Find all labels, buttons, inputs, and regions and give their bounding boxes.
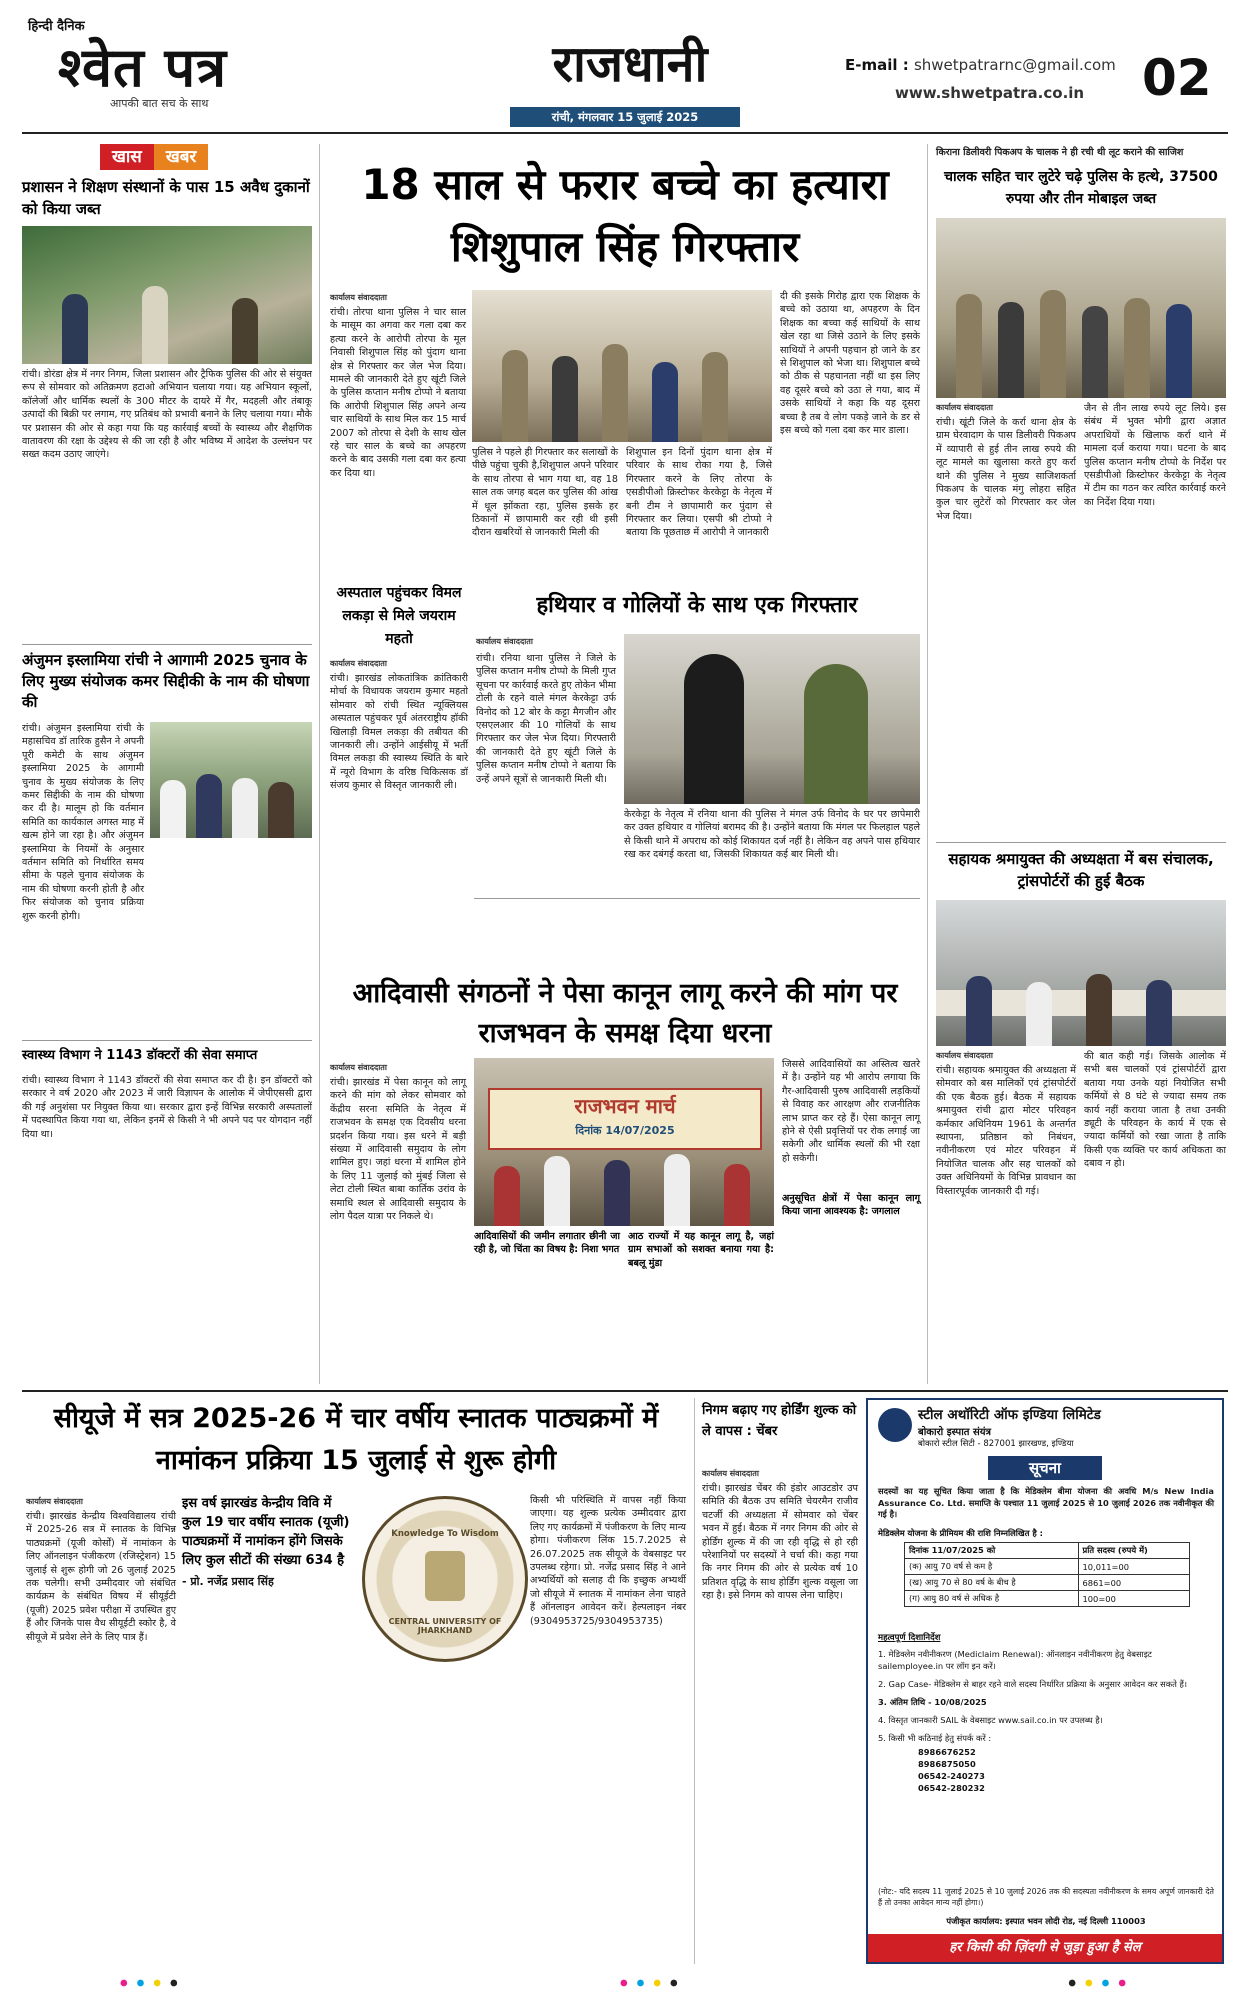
adivasi-body-mid bbox=[474, 1268, 620, 1376]
nigam-body: रांची। झारखंड चेंबर की इंडोर आउटडोर उप समिति की बैठक उप समिति चेयरमैन राजीव चटर्जी की अध्यक्षता में सोमवार को चेंबर भवन में हुई। बैठक में नगर निगम की ओर से होर्डिंग शुल्क में की जा रही वृद्धि से हो रही परेशानियों पर सदस्यों ने चर्चा की। कहा गया कि नगर निगम की ओर से प्रत्येक वर्ष 10 प्रतिशत वृद्धि के साथ होर्डिंग शुल्क वसूला जा रहा है। इसे निगम को वापस लेना चाहिए। bbox=[702, 1483, 858, 1602]
adivasi-banner-date: दिनांक 14/07/2025 bbox=[575, 1124, 675, 1137]
khas-label: खास bbox=[100, 144, 154, 170]
hathiyar-byline: कार्यालय संवाददाता bbox=[476, 637, 533, 646]
sail-office: पंजीकृत कार्यालय: इस्पात भवन लोदी रोड, नई दिल्ली 110003 bbox=[946, 1916, 1146, 1926]
sail-table-cell: (ख) आयु 70 से 80 वर्ष के बीच है bbox=[905, 1575, 1079, 1591]
adivasi-byline: कार्यालय संवाददाता bbox=[330, 1063, 387, 1072]
sail-table-row bbox=[905, 1559, 1190, 1575]
lead-caption-a: पुलिस ने पहले ही गिरफ्तार कर सलाखों के पीछे पहुंचा चुकी है,शिशुपाल अपने परिवार के साथ तोरपा से भाग गया था, वह 18 साल तक जगह बदल कर पुलिस की आंख में धूल झोंकता रहा, पुलिस इसके हर ठिकानों में छापामारी कर रही थी इसी दौरान खबरियों से जानकारी मिली की bbox=[472, 447, 618, 539]
anjuman-body-cont bbox=[22, 842, 312, 1032]
sail-point: 4. विस्तृत जानकारी SAIL के वेबसाइट www.sail.co.in पर उपलब्ध है। bbox=[878, 1715, 1103, 1725]
sail-point: 2. Gap Case- मेडिक्लेम से बाहर रहने वाले सदस्य निर्धारित प्रक्रिया के अनुसार आवेदन कर सकते हैं। bbox=[878, 1679, 1188, 1689]
chalak-body-b: जैन से तीन लाख रुपये लूट लिये। इस संबंध में भुक्त भोगी द्वारा अज्ञात अपराधियों के खिलाफ कर्रा थाने में मामला दर्ज कराया गया। घटना के बाद पुलिस कप्तान मनीष टोप्पो के निर्देश पर एसडीपीओ क्रिस्टोफर केरकेट्टा के नेतृत्व में टीम का गठन कर त्वरित कार्रवाई करने का निर्देश दिया गया। bbox=[1084, 403, 1226, 508]
adivasi-banner-title: राजभवन मार्च bbox=[574, 1094, 676, 1118]
cuj-body-b: किसी भी परिस्थिति में वापस नहीं किया जाएगा। यह शुल्क प्रत्येक उम्मीदवार द्वारा लिए गए कार्यक्रमों में पंजीकरण के लिए मान्य होगा। पंजीकरण लिंक 15.7.2025 से 26.07.2025 तक सीयूजे के वेबसाइट पर उपलब्ध रहेगा। प्रो. नर्जेद्र प्रसाद सिंह ने आने अभ्यर्थियों को सलाह दी कि इच्छुक अभ्यर्थी जो सीयूजे में स्नातक में नामांकन लेना चाहते हैं ऑनलाइन आवेदन करें। हेल्पलाइन नंबर (9304953725/9304953735) bbox=[530, 1495, 686, 1627]
adivasi-photo bbox=[474, 1058, 774, 1226]
email-line bbox=[845, 56, 1116, 74]
cuj-headline: सीयूजे में सत्र 2025-26 में चार वर्षीय स्नातक पाठ्यक्रमों में नामांकन प्रक्रिया 15 जुलाई से शुरू होगी bbox=[53, 1403, 659, 1476]
sail-phone[interactable]: 06542-280232 bbox=[918, 1783, 985, 1793]
cuj-body-seal bbox=[362, 1664, 522, 1962]
sail-org-sub: बोकारो इस्पात संयंत्र bbox=[918, 1427, 992, 1438]
sail-table-cell: 100=00 bbox=[1078, 1591, 1190, 1607]
sail-slogan: हर किसी की ज़िंदगी से जुड़ा हुआ है सेल bbox=[949, 1940, 1141, 1955]
lead-byline: कार्यालय संवाददाता bbox=[330, 293, 387, 302]
email-label: E-mail : bbox=[845, 56, 909, 74]
cuj-pullquote-by: - प्रो. नर्जेद्र प्रसाद सिंह bbox=[182, 1575, 274, 1588]
shram-photo bbox=[936, 900, 1226, 1046]
sail-footnote: (नोट:- यदि सदस्य 11 जुलाई 2025 से 10 जुलाई 2026 तक की सदस्यता नवीनीकरण के समय अपूर्ण जानकारी देते हैं तो उनका आवेदन मान्य नहीं होगा।) bbox=[878, 1887, 1214, 1907]
lead-body-b: दी की इसके गिरोह द्वारा एक शिक्षक के बच्चे को उठाया था, अपहरण के दिन शिक्षक का बच्चा कई साथियों के साथ खेल रहा था जिसे उठाने के लिए इसके साथियों ने अपनी पहचान हो जाने के डर से शिशुपाल को भेजा था। शिशुपाल बच्चे को ठीक से पहचानता नहीं था इस लिए वह दूसरे बच्चे को उठा ले गया, बाद में उसके साथियों ने कहा कि यह दूसरा बच्चा है तब वे लोग पकड़े जाने के डर से इस बच्चे को गला दबा कर मार डाला। bbox=[780, 291, 920, 437]
sail-logo bbox=[878, 1408, 912, 1442]
cuj-body-mid bbox=[182, 1660, 350, 1962]
sail-table-caption: मेडिक्लेम योजना के प्रीमियम की राशि निम्नलिखित है : bbox=[878, 1528, 1043, 1538]
khabar-label: खबर bbox=[154, 144, 209, 170]
adivasi-body-c bbox=[782, 1234, 920, 1376]
section-title: राजधानी bbox=[552, 35, 708, 93]
adivasi-sub-a: अनुसूचित क्षेत्रों में पेसा कानून लागू किया जाना आवश्यक है: जगलाल bbox=[782, 1193, 920, 1218]
vimal-byline: कार्यालय संवाददाता bbox=[330, 659, 387, 668]
adivasi-sub-b: आठ राज्यों में यह कानून लागू है, जहां ग्राम सभाओं को सशक्त बनाया गया है: बबलू मुंडा bbox=[628, 1231, 774, 1269]
vimal-headline: अस्पताल पहुंचकर विमल लकड़ा से मिले जयराम महतो bbox=[336, 585, 462, 647]
anjuman-body: रांची। अंजुमन इस्लामिया रांची के महासचिव डॉ तारिक हुसैन ने अपनी पूरी कमेटी के साथ अंजुमन इस्लामिया 2025 के आगामी चुनाव के मुख्य संयोजक के लिए कमर सिद्दीकी के नाम की घोषणा कर दी है। मालूम हो कि वर्तमान समिति का कार्यकाल अगस्त माह में खत्म होने जा रहा है। और अंजुमन इस्लामिया के नियमों के अनुसार वर्तमान समिति को निर्धारित समय सीमा के पहले चुनाव संयोजक के नाम की घोषणा करनी होती है और फिर संयोजक को चुनाव प्रक्रिया शुरू करनी होगी। bbox=[22, 723, 144, 922]
nigam-headline: निगम बढ़ाए गए होर्डिंग शुल्क को ले वापस : चेंबर bbox=[702, 1403, 857, 1439]
sail-point: 3. अंतिम तिथि - 10/08/2025 bbox=[878, 1697, 987, 1707]
page-number: 02 bbox=[1142, 49, 1212, 107]
website-link[interactable]: www.shwetpatra.co.in bbox=[895, 84, 1085, 102]
sail-table-cell: 6861=00 bbox=[1078, 1575, 1190, 1591]
adivasi-body-b: जिससे आदिवासियों का अस्तित्व खतरे में है। उन्होंने यह भी आरोप लगाया कि गैर-आदिवासी पुरुष आदिवासी लड़कियों से विवाह कर आरक्षण और राजनीतिक लाभ प्राप्त कर रहे हैं। ऐसा कानून लागू होने से ऐसी प्रवृत्तियों पर रोक लगाई जा सकेगी और धार्मिक स्थलों की भी रक्षा हो सकेगी। bbox=[782, 1059, 920, 1164]
shram-byline: कार्यालय संवाददाता bbox=[936, 1051, 993, 1060]
sail-intro: सदस्यों का यह सूचित किया जाता है कि मेडिक्लेम बीमा योजना की अवधि M/s New India Assurance Co. Ltd. समाप्ति के पश्चात 11 जुलाई 2025 से 10 जुलाई 2026 तक नवीनीकृत की गई है। bbox=[878, 1486, 1214, 1519]
cuj-seal-text: CENTRAL UNIVERSITY OF JHARKHAND bbox=[388, 1617, 502, 1635]
masthead-tagline: आपकी बात सच के साथ bbox=[110, 97, 209, 110]
cuj-seal-emblem bbox=[425, 1551, 465, 1601]
masthead-brand: श्वेत पत्र bbox=[58, 36, 228, 99]
cuj-seal-motto: Knowledge To Wisdom bbox=[391, 1529, 499, 1539]
shram-body-b: की बात कही गई। जिसके आलोक में सभी बस चालकों एवं ट्रांसपोर्टरों द्वारा बताया गया उनके यहां नियोजित सभी कर्मियों से 8 घंटे से ज्यादा समय तक कार्य नहीं कराया जाता है तथा उनकी ड्यूटी के परिवहन के कार्य में एक से ज्यादा कर्मियों को रखा जाता है ताकि किसी एक व्यक्ति पर कार्य अधिकता का दबाव न हो। bbox=[1084, 1051, 1226, 1170]
sail-table-row bbox=[905, 1575, 1190, 1591]
sail-point: 5. किसी भी कठिनाई हेतु संपर्क करें : bbox=[878, 1733, 992, 1743]
shram-body-a: रांची। सहायक श्रमायुक्त की अध्यक्षता में सोमवार को बस मालिकों एवं ट्रांसपोर्टरों की एक बैठक हुई। बैठक में सहायक श्रमायुक्त रांची द्वारा मोटर परिवहन कर्मकार अधिनियम 1961 के अन्तर्गत स्थापना, प्रतिष्ठान को निबंधन, नवीनीकरण एवं मोटर परिवहन में नियोजित चालक और सह चालकों को उक्त अधिनियमों के विभिन्न प्रावधान का विस्तारपूर्वक जानकारी दी गई। bbox=[936, 1065, 1076, 1197]
sail-table-row bbox=[905, 1591, 1190, 1607]
email-address[interactable]: shwetpatrarnc@gmail.com bbox=[913, 56, 1116, 74]
prashasan-headline: प्रशासन ने शिक्षण संस्थानों के पास 15 अवैध दुकानों को किया जब्त bbox=[22, 178, 310, 218]
anjuman-photo bbox=[150, 722, 312, 838]
chalak-kicker: किराना डिलीवरी पिकअप के चालक ने ही रची थी लूट कराने की साजिश bbox=[936, 147, 1184, 158]
registration-marks bbox=[14, 1978, 1232, 1988]
sail-org: स्टील अथॉरिटी ऑफ इण्डिया लिमिटेड bbox=[918, 1407, 1101, 1423]
swasthya-headline: स्वास्थ्य विभाग ने 1143 डॉक्टरों की सेवा समाप्त bbox=[22, 1048, 258, 1063]
chalak-photo bbox=[936, 218, 1226, 398]
adivasi-body-a: रांची। झारखंड में पेसा कानून को लागू करने की मांग को लेकर सोमवार को केंद्रीय सरना समिति के नेतृत्व में राजभवन के समक्ष एक दिवसीय धरना प्रदर्शन किया गया। इस धरने में बड़ी संख्या में आदिवासी समुदाय के लोग शामिल हुए। जहां धरना में शामिल होने के लिए 11 जुलाई को मुंबई जिला से लेटा टोली स्थित बाबा कार्तिक उरांव के समाधि स्थल से आदिवासी समुदाय के लोग पैदल यात्रा पर निकले थे। bbox=[330, 1077, 466, 1223]
sail-table-head-0: दिनांक 11/07/2025 को bbox=[905, 1543, 1079, 1559]
cuj-body-a: रांची। झारखंड केन्द्रीय विश्वविद्यालय रांची में 2025-26 सत्र में स्नातक के विभिन्न पाठ्यक्रमों (यूजी कोर्सों) में नामांकन के लिए ऑनलाइन पंजीकरण (रजिस्ट्रेशन) 15 जुलाई से शुरू होगी जो 26 जुलाई 2025 तक चलेगी। सभी उम्मीदवार जो संबंधित कार्यक्रम के संबंधित विषय में सीयूईटी (यूजी) 2025 प्रवेश परीक्षा में उपस्थित हुए हैं और जिनके पास वैध सीयूईटी स्कोर है, वे सीयूजे में प्रवेश लेने के लिए पात्र हैं। bbox=[26, 1511, 176, 1643]
sail-phone[interactable]: 06542-240273 bbox=[918, 1771, 985, 1781]
sail-notice: सूचना bbox=[988, 1456, 1102, 1480]
sail-footer-bar bbox=[868, 1934, 1222, 1962]
cuj-pullquote bbox=[182, 1494, 350, 1654]
masthead-kicker: हिन्दी दैनिक bbox=[28, 19, 85, 34]
hathiyar-headline: हथियार व गोलियों के साथ एक गिरफ्तार bbox=[536, 593, 858, 618]
hathiyar-photo bbox=[624, 634, 920, 804]
adivasi-banner bbox=[488, 1088, 762, 1150]
chalak-byline: कार्यालय संवाददाता bbox=[936, 403, 993, 412]
dateline: रांची, मंगलवार 15 जुलाई 2025 bbox=[551, 110, 699, 124]
sail-org-addr: बोकारो स्टील सिटी - 827001 झारखण्ड, इण्डिया bbox=[918, 1439, 1074, 1449]
lead-photo bbox=[472, 290, 772, 442]
sail-points-title: महत्वपूर्ण दिशानिर्देश bbox=[878, 1633, 941, 1643]
sail-premium-table bbox=[904, 1542, 1190, 1607]
masthead-rule bbox=[22, 132, 1228, 134]
cuj-byline: कार्यालय संवाददाता bbox=[26, 1497, 83, 1506]
hathiyar-body: रांची। रनिया थाना पुलिस ने जिले के पुलिस कप्तान मनीष टोप्पो के मिली गुप्त सूचना पर कार्रवाई करते हुए तोकेन भीमा टोली के रहने वाले मंगल केरकेट्टा उर्फ विनोद को 12 बोर के कट्टा मैगजीन और एसएलआर की 10 गोलियों के साथ गिरफ्तार कर जेल भेज दिया। गिरफ्तारी की जानकारी देते हुए खूंटी जिले के पुलिस कप्तान मनीष टोप्पो ने बताया कि उन्हें अपने सूत्रों से जानकारी मिली थी। bbox=[476, 653, 616, 785]
sail-phone[interactable]: 8986875050 bbox=[918, 1759, 976, 1769]
vimal-body: रांची। झारखंड लोकतांत्रिक क्रांतिकारी मोर्चा के विधायक जयराम कुमार महतो सोमवार को रांची स्थित न्यूक्लियस अस्पताल पहुंचकर पूर्व अंतरराष्ट्रीय हॉकी खिलाड़ी विमल लकड़ा की तबीयत की जानकारी ली। उन्होंने आईसीयू में भर्ती विमल लकड़ा की स्वास्थ्य स्थिति के बारे में न्यूरो विभाग के वरिष्ठ चिकित्सक डॉ संजय कुमार से विस्तृत जानकारी ली। bbox=[330, 673, 468, 792]
dateline-bar bbox=[510, 107, 740, 127]
swasthya-body: रांची। स्वास्थ्य विभाग ने 1143 डॉक्टरों की सेवा समाप्त कर दी है। इन डॉक्टरों को सरकार ने वर्ष 2020 और 2023 में जारी विज्ञापन के आलोक में जेपीएससी द्वारा की गई अनुशंसा पर नियुक्त किया था। सरकार द्वारा इन्हें विभिन्न सरकारी अस्पतालों में पदस्थापित किया गया था, लेकिन इनमें से किसी ने भी अपने पद पर योगदान नहीं दिया था। bbox=[22, 1075, 312, 1140]
cuj-pullquote-text: इस वर्ष झारखंड केन्द्रीय विवि में कुल 19 चार वर्षीय स्नातक (यूजी) पाठ्यक्रमों में नामांकन होंगे जिसके लिए कुल सीटों की संख्या 634 है bbox=[182, 1496, 350, 1568]
sail-phone[interactable]: 8986676252 bbox=[918, 1747, 976, 1757]
sail-point: 1. मेडिक्लेम नवीनीकरण (Mediclaim Renewal): ऑनलाइन नवीनीकरण हेतु वेबसाइट sailemployee.in पर लॉग इन करें। bbox=[878, 1649, 1152, 1671]
lead-caption-b: शिशुपाल इन दिनों पुंदाग थाना क्षेत्र में परिवार के साथ रोका गया है, जिसे गिरफ्तार करने के लिए तोरपा के एसडीपीओ क्रिस्टोफर केरकेट्टा के नेतृत्व में बनी टीम ने छापामारी कर पुंदाग से गिरफ्तार कर लिया। एसपी श्री टोप्पो ने बताया कि पूछताछ में आरोपी ने जानकारी bbox=[626, 447, 772, 539]
adivasi-body-right bbox=[628, 1286, 774, 1376]
cuj-seal bbox=[362, 1496, 528, 1662]
sail-table-cell: (क) आयु 70 वर्ष से कम है bbox=[905, 1559, 1079, 1575]
hathiyar-body-b: केरकेट्टा के नेतृत्व में रनिया थाना की पुलिस ने मंगल उर्फ विनोद के घर पर छापेमारी कर उक्त हथियार व गोलियां बरामद की है। उन्होंने बताया कि मंगल पर फिलहाल पहले से किसी थाने में अपराध को कोई शिकायत दर्ज नहीं है। लेकिन वह अपने पास हथियार रख कर दबंगई करता था, जिसकी शिकायत कई बार मिली थी। bbox=[624, 809, 920, 861]
sail-table-head-1: प्रति सदस्य (रुपये में) bbox=[1078, 1543, 1190, 1559]
shram-headline: सहायक श्रमायुक्त की अध्यक्षता में बस संचालक, ट्रांसपोर्टरों की हुई बैठक bbox=[948, 850, 1214, 890]
sail-points bbox=[878, 1648, 1214, 1794]
prashasan-body: रांची। डोरंडा क्षेत्र में नगर निगम, जिला प्रशासन और ट्रैफिक पुलिस की ओर से संयुक्त रूप से सोमवार को अतिक्रमण हटाओ अभियान चलाया गया। यह अभियान स्कूलों, कॉलेजों और धार्मिक स्थलों के 300 मीटर के दायरे में गैर, मदहली और तंबाकू उत्पादों की बिक्री पर लगाम, गए प्रतिबंध को प्रभावी बनाने के लिए चलाया गया। मौके पर प्रशासन की ओर से कहा गया कि यह कार्रवाई बच्चों के स्वास्थ्य और शैक्षणिक वातावरण की रक्षा के उद्देश्य से की जा रही है और भविष्य में आदेश के उल्लंघन पर सख्त कदम उठाए जाएंगे। bbox=[22, 369, 312, 461]
nigam-byline: कार्यालय संवाददाता bbox=[702, 1469, 759, 1478]
sail-table-cell: 10,011=00 bbox=[1078, 1559, 1190, 1575]
adivasi-headline: आदिवासी संगठनों ने पेसा कानून लागू करने की मांग पर राजभवन के समक्ष दिया धरना bbox=[352, 978, 898, 1049]
chalak-headline: चालक सहित चार लुटेरे चढ़े पुलिस के हत्थे, 37500 रुपया और तीन मोबाइल जब्त bbox=[944, 169, 1218, 207]
chalak-body-a: रांची। खूंटी जिले के कर्रा थाना क्षेत्र के ग्राम घेरवादाग के पास डिलीवरी पिकअप में व्यापारी से हुई तीन लाख रुपये की लूट मामले का खुलासा करते हुए कर्रा थाने की पुलिस ने मुख्य साजिशकर्ता पिकअप के चालक मंगु लोहरा सहित कुल चार लुटेरों को गिरफ्तार कर जेल भेज दिया। bbox=[936, 417, 1076, 522]
adivasi-sub-c: आदिवासियों की जमीन लगातार छीनी जा रही है, जो चिंता का विषय है: निशा भगत bbox=[474, 1231, 620, 1256]
anjuman-headline: अंजुमन इस्लामिया रांची ने आगामी 2025 चुनाव के लिए मुख्य संयोजक कमर सिद्दीकी के नाम की घोषणा की bbox=[22, 651, 310, 711]
lead-headline: 18 साल से फरार बच्चे का हत्यारा शिशुपाल सिंह गिरफ्तार bbox=[361, 160, 889, 271]
prashasan-photo bbox=[22, 226, 312, 364]
sail-ad bbox=[866, 1398, 1224, 1964]
sail-table-cell: (ग) आयु 80 वर्ष से अधिक है bbox=[905, 1591, 1079, 1607]
lead-body-a: रांची। तोरपा थाना पुलिस ने चार साल के मासूम का अगवा कर गला दबा कर हत्या करने के आरोपी तोरपा के मूल निवासी शिशुपाल सिंह को पुंदाग थाना क्षेत्र से गिरफ्तार कर जेल भेज दिया। मामले की जानकारी देते हुए खूंटी जिले के पुलिस कप्तान मनीष टोप्पो ने बताया कि आरोपी शिशुपाल सिंह अपने अन्य चार साथियों के साथ मिल कर 15 मार्च 2007 को तोरपा से देशी के साथ खेल रहे चार साल के बच्चे का अपहरण करने के बाद उसकी गला दबा कर हत्या कर दिया था। bbox=[330, 307, 466, 479]
khas-khabar-label bbox=[100, 144, 208, 170]
